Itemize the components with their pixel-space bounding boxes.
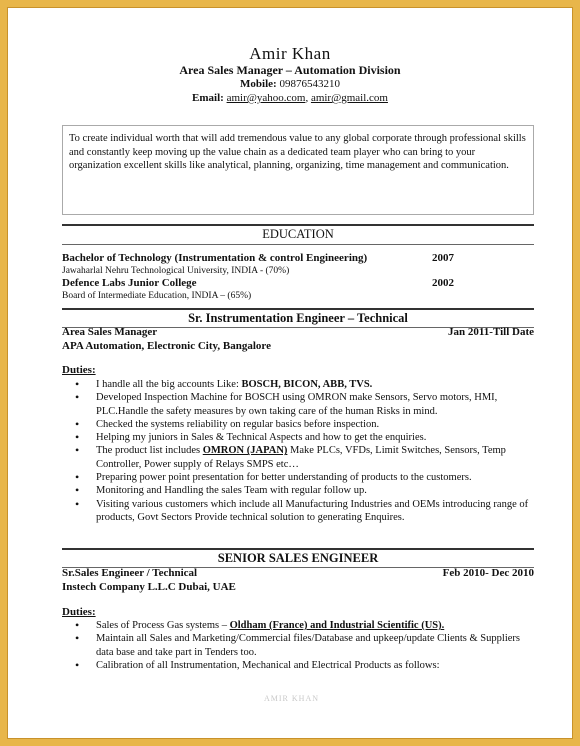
section-divider — [62, 244, 534, 245]
education-detail: Board of Intermediate Education, INDIA – (65%) — [62, 291, 252, 301]
job1-dates: Jan 2011-Till Date — [448, 326, 534, 338]
duty-item: • Calibration of all Instrumentation, Mechanical and Electrical Products as follows: — [72, 659, 534, 672]
email-label: Email — [192, 92, 221, 104]
duty-item: • The product list includes OMRON (JAPAN) Make PLCs, VFDs, Limit Switches, Sensors, Temp Controller, Power supply of Relays SMPS etc… — [72, 444, 534, 471]
duty-item: • Developed Inspection Machine for BOSCH using OMRON make Sensors, Servo motors, HMI, PLC.Handle the safety measures by own taking care of the human Risks in mind. — [72, 391, 534, 418]
email-line: Email: amir@yahoo.com, amir@gmail.com — [192, 92, 388, 104]
watermark: AMIR KHAN — [264, 694, 319, 703]
section-divider — [62, 548, 534, 550]
education-degree: Bachelor of Technology (Instrumentation & control Engineering) — [62, 252, 368, 264]
duty-item: • I handle all the big accounts Like: BOSCH, BICON, ABB, TVS. — [72, 378, 534, 391]
job1-role: Area Sales Manager — [62, 326, 158, 338]
section-divider — [62, 308, 534, 310]
job1-duties-label: Duties: — [62, 364, 96, 376]
duty-item: • Visiting various customers which include all Manufacturing Industries and OEMs introducing range of products, Govt Sectors Provide technical solution to generating Enquires. — [72, 498, 534, 525]
duty-item: • Preparing power point presentation for better understanding of products to the customers. — [72, 471, 534, 484]
job2-dates: Feb 2010- Dec 2010 — [442, 567, 534, 579]
education-year: 2007 — [432, 252, 454, 264]
duty-item: • Sales of Process Gas systems – Oldham (France) and Industrial Scientific (US). — [72, 619, 534, 632]
duty-item: • Maintain all Sales and Marketing/Commercial files/Database and upkeep/update Clients & Suppliers data base and take part in Tenders too. — [72, 632, 534, 659]
job2-role-line — [62, 567, 534, 579]
duty-item: • Helping my juniors in Sales & Technical Aspects and how to get the enquiries. — [72, 431, 534, 444]
resume-page — [14, 18, 566, 736]
job1-heading: Sr. Instrumentation Engineer – Technical — [188, 311, 408, 325]
education-detail: Jawaharlal Nehru Technological University, INDIA - (70%) — [62, 266, 290, 276]
duty-item: • Checked the systems reliability on regular basics before inspection. — [72, 418, 534, 431]
mobile-line: Mobile: 09876543210 — [240, 78, 340, 90]
job1-role-line — [62, 326, 534, 338]
job2-heading: SENIOR SALES ENGINEER — [217, 551, 379, 565]
email-separator: , — [305, 92, 309, 104]
job2-duties-list — [72, 619, 534, 672]
job1-company: APA Automation, Electronic City, Bangalore — [62, 340, 271, 352]
job1-duties-list — [72, 378, 534, 524]
candidate-title: Area Sales Manager – Automation Division — [179, 63, 401, 77]
job2-company: Instech Company L.L.C Dubai, UAE — [62, 581, 236, 593]
email-link-2[interactable]: amir@gmail.com — [310, 92, 388, 104]
email-link-1[interactable]: amir@yahoo.com — [226, 92, 306, 104]
education-year: 2002 — [432, 277, 454, 289]
mobile-label: Mobile — [240, 78, 274, 90]
candidate-name: Amir Khan — [249, 44, 331, 63]
mobile-number: 09876543210 — [279, 78, 340, 90]
duty-item: • Monitoring and Handling the sales Team with regular follow up. — [72, 484, 534, 497]
objective-box: To create individual worth that will add tremendous value to any global corporate through professional skills and constantly keep moving up the value chain as a dedicated team player who can bring to your organization excellent skills like analytical, planning, organizing, time management and communication. — [62, 125, 534, 215]
job2-role: Sr.Sales Engineer / Technical — [62, 567, 198, 579]
education-degree: Defence Labs Junior College — [62, 277, 197, 289]
section-divider — [62, 224, 534, 226]
job2-duties-label: Duties: — [62, 606, 96, 618]
education-heading: EDUCATION — [262, 227, 334, 241]
